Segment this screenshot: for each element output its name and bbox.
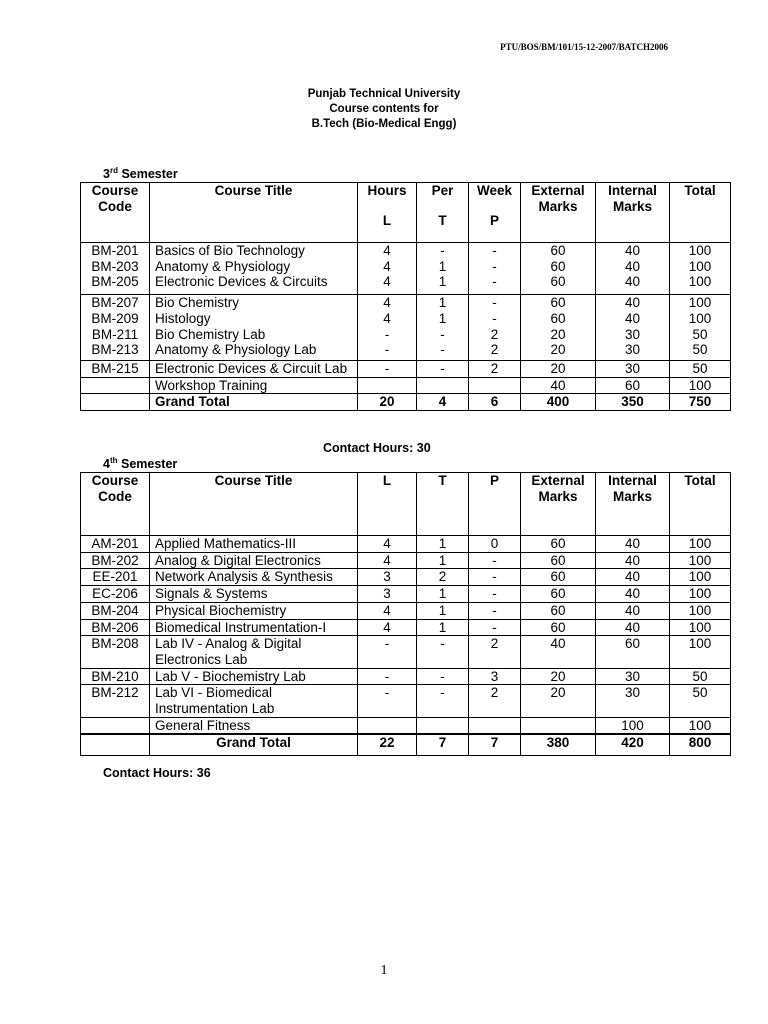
- total-marks: 100: [670, 552, 731, 569]
- practical-hours: [469, 377, 521, 394]
- table-row: [81, 602, 731, 619]
- table-row: [81, 685, 731, 717]
- internal-marks: 40: [596, 295, 670, 311]
- external-marks: [521, 717, 596, 734]
- col-per: Per: [417, 183, 469, 214]
- sem3-heading: [103, 166, 178, 181]
- practical-hours: 2: [469, 360, 521, 377]
- total-marks: 100: [670, 536, 731, 553]
- internal-marks: 40: [596, 274, 670, 294]
- col-total: Total: [670, 183, 731, 243]
- lecture-hours: -: [358, 342, 417, 360]
- table-row: [81, 668, 731, 685]
- table-row: [81, 619, 731, 636]
- internal-marks: 40: [596, 536, 670, 553]
- document-reference: PTU/BOS/BM/101/15-12-2007/BATCH2006: [500, 42, 668, 52]
- table-row: [81, 311, 731, 327]
- tutorial-hours: 1: [417, 295, 469, 311]
- internal-marks: 30: [596, 327, 670, 343]
- grand-total-marks: 800: [670, 734, 731, 756]
- col-p: P: [469, 213, 521, 243]
- course-title: Applied Mathematics-III: [150, 536, 358, 553]
- course-title: Analog & Digital Electronics: [150, 552, 358, 569]
- course-code: BM-206: [81, 619, 150, 636]
- total-marks: 50: [670, 360, 731, 377]
- external-marks: 60: [521, 619, 596, 636]
- course-code: BM-209: [81, 311, 150, 327]
- external-marks: 20: [521, 668, 596, 685]
- table-row: [81, 243, 731, 259]
- internal-marks: 40: [596, 619, 670, 636]
- table-row: [81, 360, 731, 377]
- course-code: BM-215: [81, 360, 150, 377]
- practical-hours: 3: [469, 668, 521, 685]
- total-marks: 100: [670, 274, 731, 294]
- sem4-suffix: th: [109, 456, 118, 465]
- col-t: T: [417, 213, 469, 243]
- tutorial-hours: -: [417, 685, 469, 717]
- grand-total-label: Grand Total: [150, 734, 358, 756]
- course-code: BM-201: [81, 243, 150, 259]
- practical-hours: -: [469, 619, 521, 636]
- course-code: BM-207: [81, 295, 150, 311]
- empty-cell: [81, 394, 150, 411]
- total-marks: 100: [670, 619, 731, 636]
- course-title: General Fitness: [150, 717, 358, 734]
- total-marks: 100: [670, 311, 731, 327]
- course-code: BM-208: [81, 636, 150, 668]
- course-title: Basics of Bio Technology: [150, 243, 358, 259]
- course-code: BM-212: [81, 685, 150, 717]
- col-course-code: Course Code: [81, 473, 150, 536]
- internal-marks: 30: [596, 360, 670, 377]
- table-row: [81, 274, 731, 294]
- lecture-hours: 4: [358, 311, 417, 327]
- practical-hours: -: [469, 311, 521, 327]
- lecture-hours: 4: [358, 619, 417, 636]
- practical-hours: 2: [469, 636, 521, 668]
- sem4-heading: [103, 456, 177, 471]
- practical-hours: 0: [469, 536, 521, 553]
- practical-hours: -: [469, 602, 521, 619]
- lecture-hours: 3: [358, 569, 417, 586]
- external-marks: 40: [521, 377, 596, 394]
- course-code: BM-210: [81, 668, 150, 685]
- empty-cell: [81, 734, 150, 756]
- internal-marks: 40: [596, 552, 670, 569]
- lecture-hours: 4: [358, 274, 417, 294]
- practical-hours: -: [469, 259, 521, 275]
- tutorial-hours: 1: [417, 311, 469, 327]
- lecture-hours: 4: [358, 259, 417, 275]
- total-external-marks: 400: [521, 394, 596, 411]
- total-marks: 100: [670, 295, 731, 311]
- total-marks: 100: [670, 243, 731, 259]
- external-marks: 60: [521, 569, 596, 586]
- total-marks: 100: [670, 602, 731, 619]
- total-tutorial-hours: 4: [417, 394, 469, 411]
- total-lecture-hours: 20: [358, 394, 417, 411]
- external-marks: 60: [521, 295, 596, 311]
- practical-hours: 2: [469, 327, 521, 343]
- total-marks: 100: [670, 586, 731, 603]
- internal-marks: 60: [596, 636, 670, 668]
- total-internal-marks: 350: [596, 394, 670, 411]
- table-row: [81, 327, 731, 343]
- total-marks: 50: [670, 342, 731, 360]
- col-external-marks: External Marks: [521, 473, 596, 536]
- col-p: P: [469, 473, 521, 536]
- col-internal-marks: Internal Marks: [596, 473, 670, 536]
- lecture-hours: -: [358, 636, 417, 668]
- lecture-hours: 4: [358, 243, 417, 259]
- lecture-hours: -: [358, 668, 417, 685]
- tutorial-hours: -: [417, 342, 469, 360]
- course-code: EE-201: [81, 569, 150, 586]
- lecture-hours: 3: [358, 586, 417, 603]
- grand-total-row: [81, 734, 731, 756]
- internal-marks: 30: [596, 342, 670, 360]
- tutorial-hours: 2: [417, 569, 469, 586]
- practical-hours: -: [469, 569, 521, 586]
- external-marks: 40: [521, 636, 596, 668]
- col-internal-marks: Internal Marks: [596, 183, 670, 243]
- lecture-hours: -: [358, 685, 417, 717]
- practical-hours: 2: [469, 342, 521, 360]
- external-marks: 20: [521, 342, 596, 360]
- tutorial-hours: 1: [417, 259, 469, 275]
- internal-marks: 30: [596, 685, 670, 717]
- col-week: Week: [469, 183, 521, 214]
- col-l: L: [358, 213, 417, 243]
- total-marks: 50: [670, 327, 731, 343]
- course-title: Signals & Systems: [150, 586, 358, 603]
- internal-marks: 30: [596, 668, 670, 685]
- col-total: Total: [670, 473, 731, 536]
- page-number: 1: [380, 963, 388, 978]
- table-row: [81, 552, 731, 569]
- total-practical-hours: 6: [469, 394, 521, 411]
- course-code: [81, 377, 150, 394]
- col-course-title: Course Title: [150, 473, 358, 536]
- tutorial-hours: -: [417, 668, 469, 685]
- table-row: [81, 636, 731, 668]
- external-marks: 60: [521, 274, 596, 294]
- total-marks: 100: [670, 636, 731, 668]
- external-marks: 20: [521, 360, 596, 377]
- internal-marks: 40: [596, 311, 670, 327]
- sem4-number: 4: [103, 457, 110, 472]
- sem4-contact-hours: Contact Hours: 36: [103, 766, 211, 780]
- col-t: T: [417, 473, 469, 536]
- total-tutorial-hours: 7: [417, 734, 469, 756]
- sem4-label: Semester: [121, 457, 178, 472]
- tutorial-hours: -: [417, 636, 469, 668]
- internal-marks: 40: [596, 602, 670, 619]
- practical-hours: -: [469, 295, 521, 311]
- tutorial-hours: -: [417, 327, 469, 343]
- practical-hours: -: [469, 274, 521, 294]
- tutorial-hours: 1: [417, 274, 469, 294]
- practical-hours: 2: [469, 685, 521, 717]
- practical-hours: [469, 717, 521, 734]
- external-marks: 60: [521, 259, 596, 275]
- internal-marks: 40: [596, 243, 670, 259]
- external-marks: 60: [521, 602, 596, 619]
- tutorial-hours: 1: [417, 536, 469, 553]
- course-title: Lab VI - Biomedical Instrumentation Lab: [150, 685, 358, 717]
- practical-hours: -: [469, 552, 521, 569]
- external-marks: 60: [521, 311, 596, 327]
- internal-marks: 40: [596, 259, 670, 275]
- university-name: Punjab Technical University: [307, 88, 461, 100]
- course-code: BM-211: [81, 327, 150, 343]
- table-row: [81, 586, 731, 603]
- sem3-suffix: rd: [109, 166, 118, 175]
- total-lecture-hours: 22: [358, 734, 417, 756]
- total-external-marks: 380: [521, 734, 596, 756]
- col-course-title: Course Title: [150, 183, 358, 243]
- course-code: BM-204: [81, 602, 150, 619]
- course-title: Bio Chemistry: [150, 295, 358, 311]
- external-marks: 60: [521, 536, 596, 553]
- tutorial-hours: [417, 717, 469, 734]
- course-title: Anatomy & Physiology: [150, 259, 358, 275]
- course-code: BM-203: [81, 259, 150, 275]
- table-row: [81, 377, 731, 394]
- course-code: BM-213: [81, 342, 150, 360]
- external-marks: 20: [521, 327, 596, 343]
- practical-hours: -: [469, 586, 521, 603]
- course-title: Anatomy & Physiology Lab: [150, 342, 358, 360]
- external-marks: 60: [521, 243, 596, 259]
- tutorial-hours: [417, 377, 469, 394]
- total-marks: 50: [670, 685, 731, 717]
- tutorial-hours: -: [417, 360, 469, 377]
- grand-total-marks: 750: [670, 394, 731, 411]
- program-name: B.Tech (Bio-Medical Engg): [311, 118, 457, 130]
- course-title: Electronic Devices & Circuits: [150, 274, 358, 294]
- col-external-marks: External Marks: [521, 183, 596, 243]
- course-title: Electronic Devices & Circuit Lab: [150, 360, 358, 377]
- lecture-hours: [358, 377, 417, 394]
- external-marks: 60: [521, 552, 596, 569]
- lecture-hours: 4: [358, 536, 417, 553]
- table-row: [81, 342, 731, 360]
- practical-hours: -: [469, 243, 521, 259]
- course-title: Bio Chemistry Lab: [150, 327, 358, 343]
- total-practical-hours: 7: [469, 734, 521, 756]
- col-course-code: Course Code: [81, 183, 150, 243]
- lecture-hours: -: [358, 360, 417, 377]
- course-title: Histology: [150, 311, 358, 327]
- grand-total-row: [81, 394, 731, 411]
- course-title: Network Analysis & Synthesis: [150, 569, 358, 586]
- sem3-number: 3: [103, 167, 110, 182]
- external-marks: 20: [521, 685, 596, 717]
- sem3-contact-hours: Contact Hours: 30: [323, 441, 431, 455]
- lecture-hours: [358, 717, 417, 734]
- total-marks: 100: [670, 717, 731, 734]
- lecture-hours: 4: [358, 295, 417, 311]
- course-title: Lab V - Biochemistry Lab: [150, 668, 358, 685]
- course-code: [81, 717, 150, 734]
- total-marks: 50: [670, 668, 731, 685]
- external-marks: 60: [521, 586, 596, 603]
- internal-marks: 100: [596, 717, 670, 734]
- sem4-course-table: [80, 472, 731, 756]
- col-hours: Hours: [358, 183, 417, 214]
- internal-marks: 40: [596, 569, 670, 586]
- total-marks: 100: [670, 377, 731, 394]
- course-code: EC-206: [81, 586, 150, 603]
- table-row: [81, 259, 731, 275]
- tutorial-hours: 1: [417, 586, 469, 603]
- course-code: BM-205: [81, 274, 150, 294]
- lecture-hours: 4: [358, 552, 417, 569]
- document-header: [0, 87, 768, 132]
- internal-marks: 60: [596, 377, 670, 394]
- total-internal-marks: 420: [596, 734, 670, 756]
- course-title: Biomedical Instrumentation-I: [150, 619, 358, 636]
- total-marks: 100: [670, 259, 731, 275]
- tutorial-hours: 1: [417, 602, 469, 619]
- header-subtitle: Course contents for: [329, 103, 439, 115]
- lecture-hours: -: [358, 327, 417, 343]
- tutorial-hours: 1: [417, 552, 469, 569]
- table-row: [81, 536, 731, 553]
- total-marks: 100: [670, 569, 731, 586]
- table-row: [81, 717, 731, 734]
- course-title: Lab IV - Analog & Digital Electronics Lab: [150, 636, 358, 668]
- course-code: AM-201: [81, 536, 150, 553]
- table-row: [81, 295, 731, 311]
- tutorial-hours: -: [417, 243, 469, 259]
- course-code: BM-202: [81, 552, 150, 569]
- table-row: [81, 569, 731, 586]
- internal-marks: 40: [596, 586, 670, 603]
- course-title: Workshop Training: [150, 377, 358, 394]
- sem3-course-table: [80, 182, 731, 411]
- grand-total-label: Grand Total: [150, 394, 358, 411]
- tutorial-hours: 1: [417, 619, 469, 636]
- course-title: Physical Biochemistry: [150, 602, 358, 619]
- sem3-label: Semester: [121, 167, 178, 182]
- col-l: L: [358, 473, 417, 536]
- lecture-hours: 4: [358, 602, 417, 619]
